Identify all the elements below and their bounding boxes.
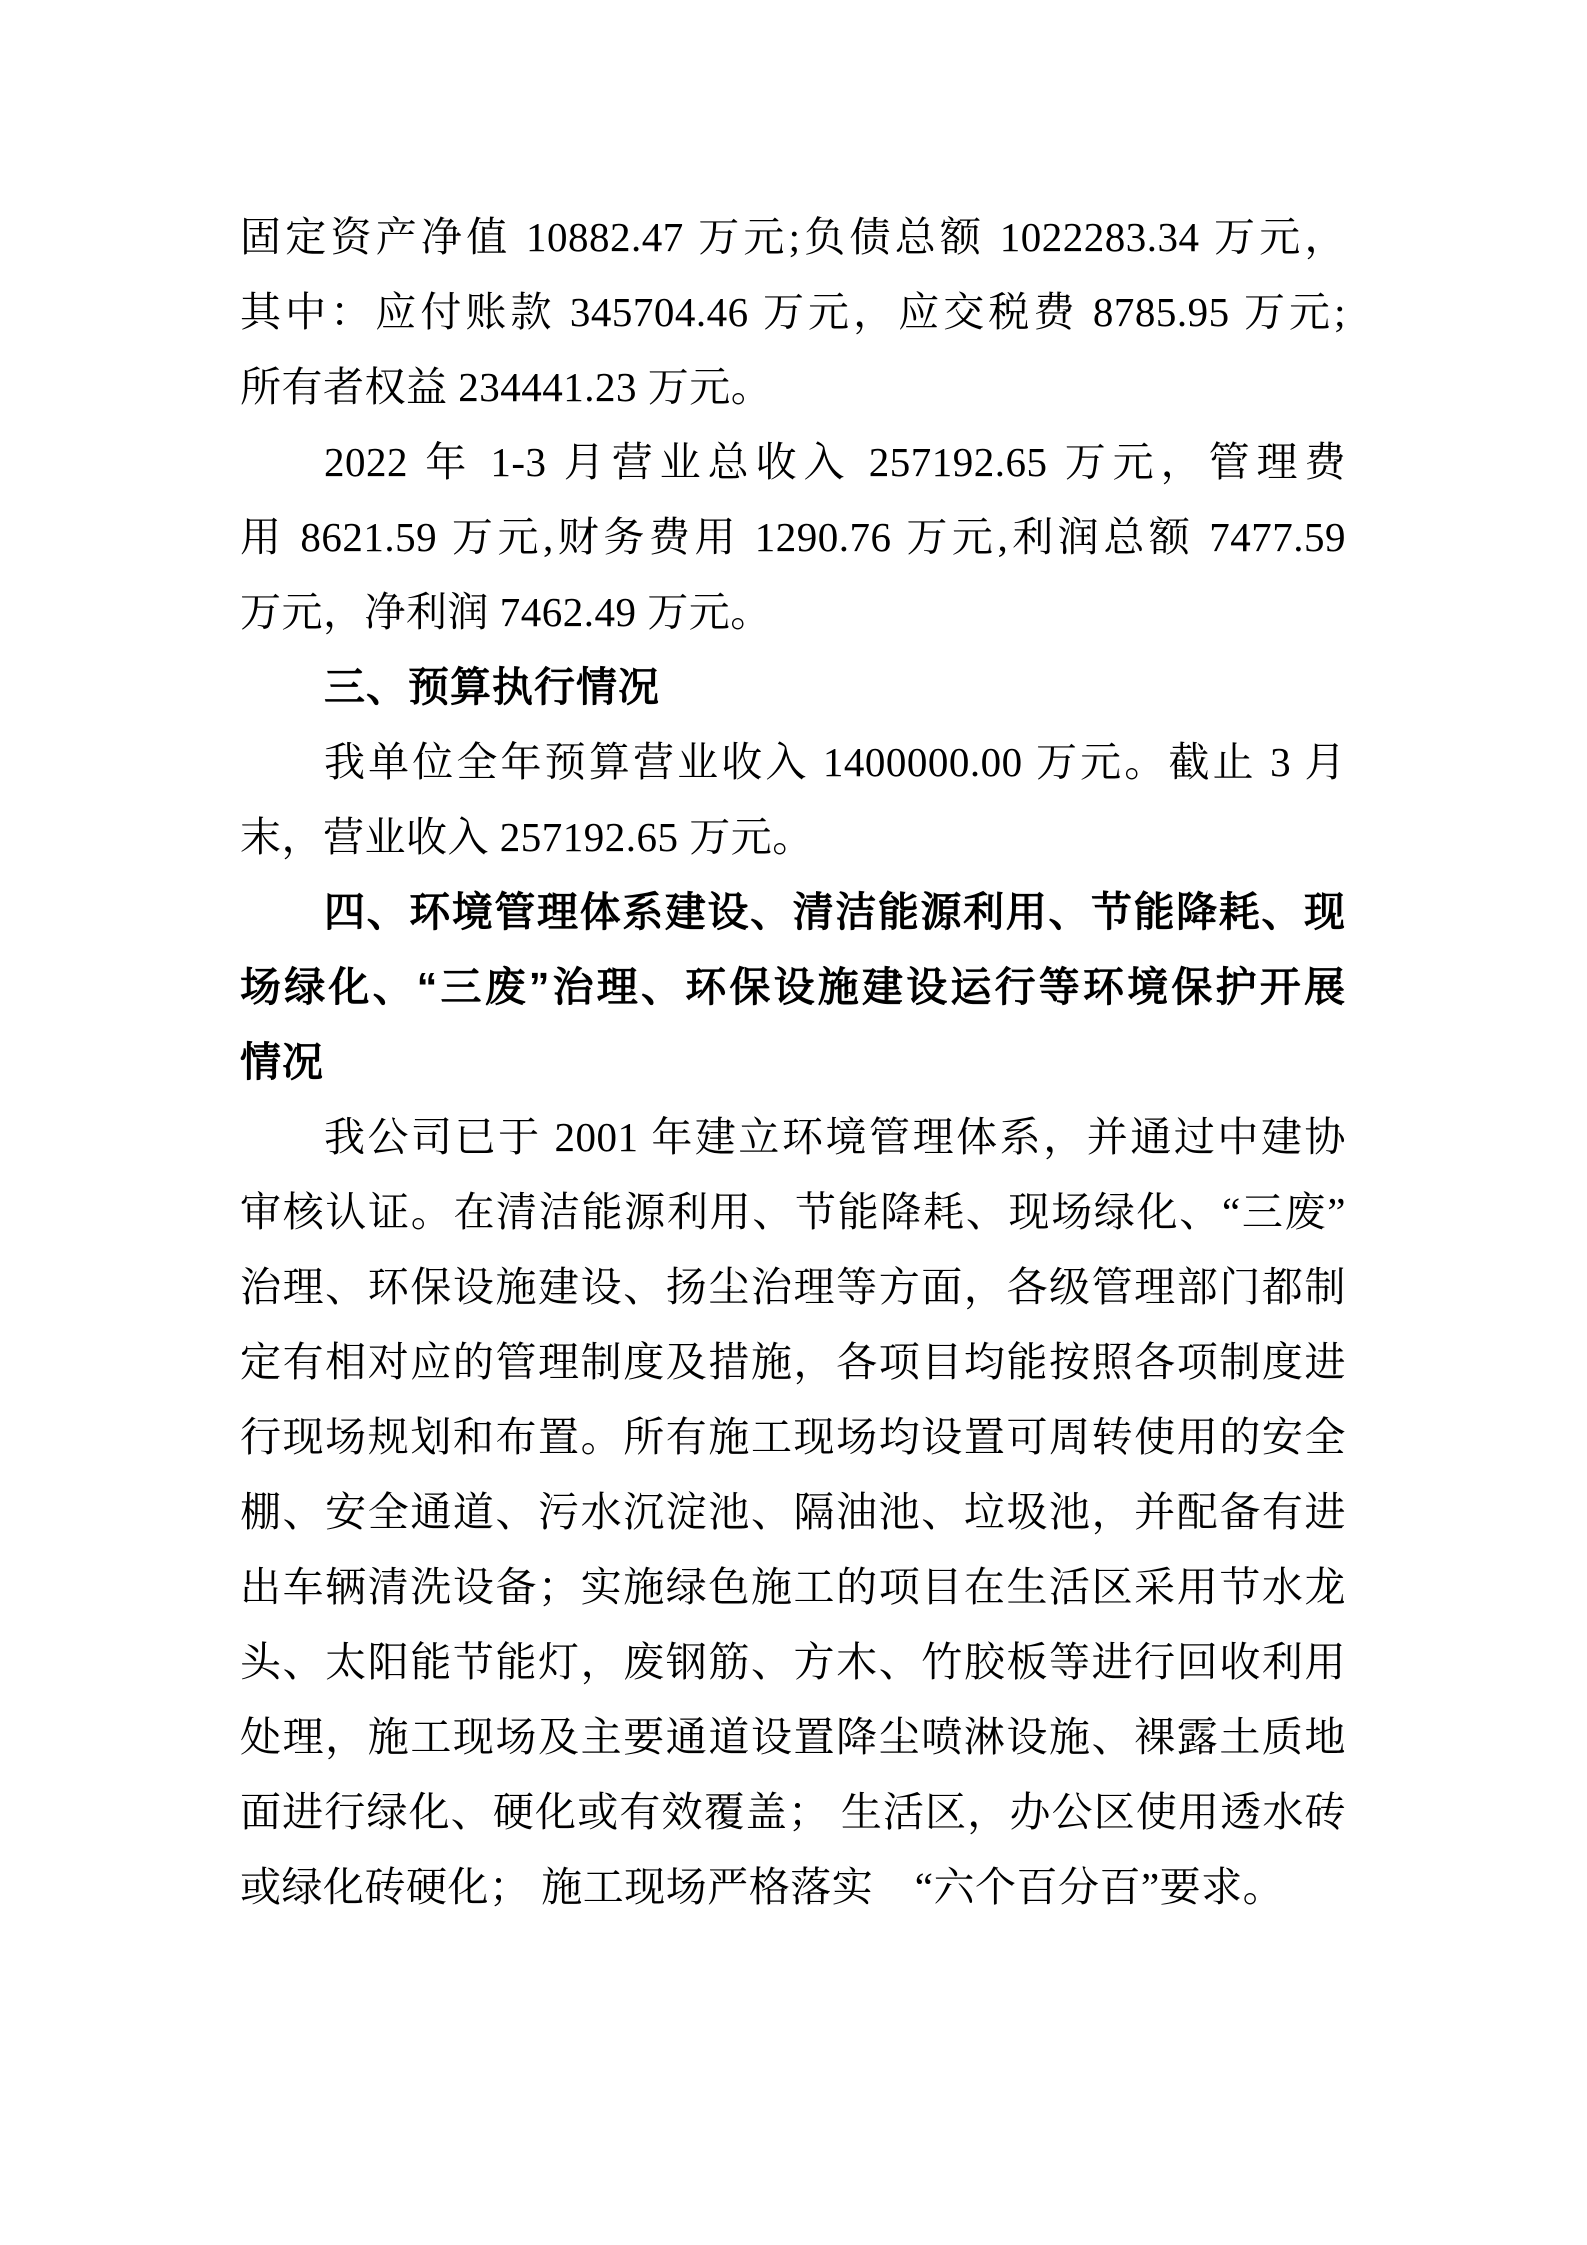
paragraph-operating-results [240,425,1346,650]
paragraph-budget-execution [240,725,1346,875]
document-content [240,200,1346,1925]
text-line: 末，营业收入 257192.65 万元。 [240,814,814,860]
text-line: 我单位全年预算营业收入 1400000.00 万元。截止 3 月 [324,739,1346,785]
text-line: 定有相对应的管理制度及措施，各项目均能按照各项制度进 [240,1339,1346,1385]
heading-section-3-budget-execution [240,650,1346,725]
text-line: 出车辆清洗设备；实施绿色施工的项目在生活区采用节水龙 [240,1564,1346,1610]
text-line: 所有者权益 234441.23 万元。 [240,364,773,410]
text-line: 面进行绿化、硬化或有效覆盖； 生活区，办公区使用透水砖 [240,1789,1346,1835]
text-line: 或绿化砖硬化； 施工现场严格落实 “六个百分百”要求。 [240,1864,1285,1910]
heading-line: 情况 [240,1039,324,1085]
text-line: 万元，净利润 7462.49 万元。 [240,589,772,635]
heading-line: 场绿化、“三废”治理、环保设施建设运行等环境保护开展 [240,964,1346,1010]
heading-line: 三、预算执行情况 [324,664,660,710]
text-line: 棚、安全通道、污水沉淀池、隔油池、垃圾池，并配备有进 [240,1489,1346,1535]
heading-line: 四、环境管理体系建设、清洁能源利用、节能降耗、现 [324,889,1346,935]
text-line: 头、太阳能节能灯，废钢筋、方木、竹胶板等进行回收利用 [240,1639,1346,1685]
text-line: 我公司已于 2001 年建立环境管理体系，并通过中建协 [324,1114,1346,1160]
text-line: 审核认证。在清洁能源利用、节能降耗、现场绿化、“三废” [240,1189,1346,1235]
paragraph-financial-position [240,200,1346,425]
text-line: 固定资产净值 10882.47 万元;负债总额 1022283.34 万元， [240,214,1346,260]
heading-section-4-environment [240,875,1346,1100]
text-line: 其中：应付账款 345704.46 万元，应交税费 8785.95 万元; [240,289,1346,335]
text-line: 用 8621.59 万元,财务费用 1290.76 万元,利润总额 7477.59 [240,514,1346,560]
text-line: 治理、环保设施建设、扬尘治理等方面，各级管理部门都制 [240,1264,1346,1310]
text-line: 2022 年 1-3 月营业总收入 257192.65 万元，管理费 [324,439,1346,485]
paragraph-environment-measures [240,1100,1346,1925]
text-line: 行现场规划和布置。所有施工现场均设置可周转使用的安全 [240,1414,1346,1460]
text-line: 处理，施工现场及主要通道设置降尘喷淋设施、裸露土质地 [240,1714,1346,1760]
